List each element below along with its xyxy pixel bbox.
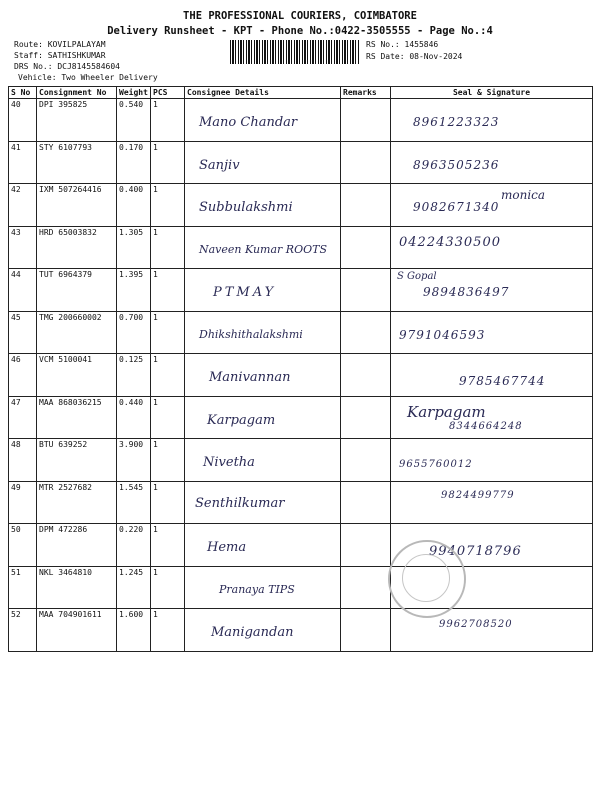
row-consignee xyxy=(185,141,341,184)
row-remarks xyxy=(341,354,391,397)
row-pcs: 1 xyxy=(151,609,185,652)
signature-phone: 04224330500 xyxy=(399,234,501,250)
row-consignee xyxy=(185,99,341,142)
signature-text: monica xyxy=(501,188,546,202)
row-consignment: DPM 472286 xyxy=(37,524,117,567)
table-row xyxy=(9,311,593,354)
row-pcs: 1 xyxy=(151,269,185,312)
row-remarks xyxy=(341,481,391,524)
table-row xyxy=(9,99,593,142)
row-sno: 44 xyxy=(9,269,37,312)
consignee-name: Dhikshithalakshmi xyxy=(199,327,303,341)
row-remarks xyxy=(341,226,391,269)
row-consignee xyxy=(185,524,341,567)
vehicle-label: Vehicle: Two Wheeler Delivery xyxy=(18,73,158,82)
table-row xyxy=(9,269,593,312)
col-consignee: Consignee Details xyxy=(185,87,341,99)
row-consignee xyxy=(185,184,341,227)
rs-number: RS No.: 1455846 xyxy=(366,40,439,49)
row-sno: 40 xyxy=(9,99,37,142)
signature-phone: 9962708520 xyxy=(439,619,513,630)
signature-phone: 8963505236 xyxy=(413,157,500,172)
table-row xyxy=(9,396,593,439)
col-sno: S No xyxy=(9,87,37,99)
row-weight: 0.700 xyxy=(117,311,151,354)
table-header-row xyxy=(9,87,593,99)
col-signature: Seal & Signature xyxy=(391,87,593,99)
school-seal-icon xyxy=(388,540,466,618)
row-remarks xyxy=(341,566,391,609)
consignee-name: Manigandan xyxy=(211,625,294,640)
table-row xyxy=(9,481,593,524)
consignee-name: Nivetha xyxy=(203,455,255,470)
signature-phone: 9791046593 xyxy=(399,327,486,342)
col-remarks: Remarks xyxy=(341,87,391,99)
row-consignment: STY 6107793 xyxy=(37,141,117,184)
row-sno: 48 xyxy=(9,439,37,482)
row-consignee xyxy=(185,609,341,652)
row-consignee xyxy=(185,396,341,439)
row-remarks xyxy=(341,184,391,227)
row-signature xyxy=(391,311,593,354)
row-weight: 0.220 xyxy=(117,524,151,567)
row-weight: 0.540 xyxy=(117,99,151,142)
signature-phone: 9655760012 xyxy=(399,459,473,470)
row-signature xyxy=(391,439,593,482)
row-pcs: 1 xyxy=(151,396,185,439)
row-consignee xyxy=(185,439,341,482)
table-row xyxy=(9,524,593,567)
table-row xyxy=(9,226,593,269)
company-title: THE PROFESSIONAL COURIERS, COIMBATORE xyxy=(183,10,417,22)
consignee-name: Karpagam xyxy=(207,412,276,428)
consignee-name: Manivannan xyxy=(209,370,291,385)
signature-phone: 9082671340 xyxy=(413,200,500,214)
row-consignment: NKL 3464810 xyxy=(37,566,117,609)
row-consignment: MTR 2527682 xyxy=(37,481,117,524)
signature-text: S Gopal xyxy=(397,271,437,282)
row-consignee xyxy=(185,269,341,312)
row-consignment: TMG 200660002 xyxy=(37,311,117,354)
consignee-name: Naveen Kumar ROOTS xyxy=(199,242,327,256)
table-row xyxy=(9,439,593,482)
row-pcs: 1 xyxy=(151,566,185,609)
row-consignment: MAA 868036215 xyxy=(37,396,117,439)
row-sno: 50 xyxy=(9,524,37,567)
row-remarks xyxy=(341,99,391,142)
drs-number: DRS No.: DCJ8145584604 xyxy=(14,62,120,71)
row-sno: 51 xyxy=(9,566,37,609)
row-remarks xyxy=(341,609,391,652)
row-consignment: HRD 65003832 xyxy=(37,226,117,269)
row-pcs: 1 xyxy=(151,481,185,524)
staff-label: Staff: SATHISHKUMAR xyxy=(14,51,106,60)
col-weight: Weight xyxy=(117,87,151,99)
row-weight: 0.170 xyxy=(117,141,151,184)
seal-inner-ring xyxy=(402,554,450,602)
row-remarks xyxy=(341,396,391,439)
row-consignment: DPI 395825 xyxy=(37,99,117,142)
row-consignee xyxy=(185,566,341,609)
row-weight: 0.400 xyxy=(117,184,151,227)
row-remarks xyxy=(341,311,391,354)
col-consignment: Consignment No xyxy=(37,87,117,99)
row-pcs: 1 xyxy=(151,226,185,269)
consignee-name: Pranaya TIPS xyxy=(219,582,295,596)
row-pcs: 1 xyxy=(151,439,185,482)
consignee-name: Sanjiv xyxy=(199,157,240,173)
row-consignment: BTU 639252 xyxy=(37,439,117,482)
row-sno: 41 xyxy=(9,141,37,184)
row-remarks xyxy=(341,269,391,312)
row-consignee xyxy=(185,481,341,524)
row-signature xyxy=(391,226,593,269)
rs-date: RS Date: 08-Nov-2024 xyxy=(366,52,463,61)
row-sno: 42 xyxy=(9,184,37,227)
consignee-name: Hema xyxy=(207,540,247,555)
consignee-name: Senthilkumar xyxy=(195,495,285,511)
row-consignment: IXM 507264416 xyxy=(37,184,117,227)
row-weight: 1.395 xyxy=(117,269,151,312)
row-sno: 47 xyxy=(9,396,37,439)
runsheet-subtitle: Delivery Runsheet - KPT - Phone No.:0422-3505555 - Page No.:4 xyxy=(107,25,493,37)
consignee-name: Subbulakshmi xyxy=(199,200,293,215)
row-consignment: TUT 6964379 xyxy=(37,269,117,312)
row-pcs: 1 xyxy=(151,99,185,142)
signature-text: Karpagam xyxy=(407,402,486,421)
row-consignment: VCM 5100041 xyxy=(37,354,117,397)
row-weight: 1.305 xyxy=(117,226,151,269)
signature-phone: 9940718796 xyxy=(429,544,522,559)
row-remarks xyxy=(341,439,391,482)
row-remarks xyxy=(341,141,391,184)
signature-phone: 8344664248 xyxy=(449,420,523,432)
row-sno: 52 xyxy=(9,609,37,652)
signature-phone: 9824499779 xyxy=(441,489,515,501)
row-consignment: MAA 704901611 xyxy=(37,609,117,652)
row-sno: 46 xyxy=(9,354,37,397)
row-weight: 1.545 xyxy=(117,481,151,524)
signature-phone: 9894836497 xyxy=(423,285,510,299)
row-signature xyxy=(391,184,593,227)
row-signature xyxy=(391,481,593,524)
row-signature xyxy=(391,354,593,397)
row-signature xyxy=(391,99,593,142)
signature-phone: 9785467744 xyxy=(459,374,546,388)
row-weight: 0.440 xyxy=(117,396,151,439)
barcode-icon xyxy=(230,40,360,64)
row-signature xyxy=(391,396,593,439)
consignee-name: Mano Chandar xyxy=(199,115,298,130)
row-sno: 43 xyxy=(9,226,37,269)
table-row xyxy=(9,184,593,227)
row-signature xyxy=(391,141,593,184)
delivery-table xyxy=(8,86,593,652)
row-consignee xyxy=(185,311,341,354)
row-sno: 45 xyxy=(9,311,37,354)
table-row xyxy=(9,141,593,184)
row-consignee xyxy=(185,354,341,397)
signature-phone: 8961223323 xyxy=(413,115,500,129)
row-remarks xyxy=(341,524,391,567)
row-pcs: 1 xyxy=(151,524,185,567)
row-pcs: 1 xyxy=(151,354,185,397)
row-pcs: 1 xyxy=(151,184,185,227)
row-weight: 0.125 xyxy=(117,354,151,397)
row-signature xyxy=(391,269,593,312)
row-weight: 1.600 xyxy=(117,609,151,652)
col-pcs: PCS xyxy=(151,87,185,99)
row-pcs: 1 xyxy=(151,141,185,184)
consignee-name: PTMAY xyxy=(213,285,277,300)
row-weight: 1.245 xyxy=(117,566,151,609)
table-row xyxy=(9,354,593,397)
row-sno: 49 xyxy=(9,481,37,524)
row-weight: 3.900 xyxy=(117,439,151,482)
route-label: Route: KOVILPALAYAM xyxy=(14,40,106,49)
table-row xyxy=(9,566,593,609)
table-row xyxy=(9,609,593,652)
row-consignee xyxy=(185,226,341,269)
row-pcs: 1 xyxy=(151,311,185,354)
